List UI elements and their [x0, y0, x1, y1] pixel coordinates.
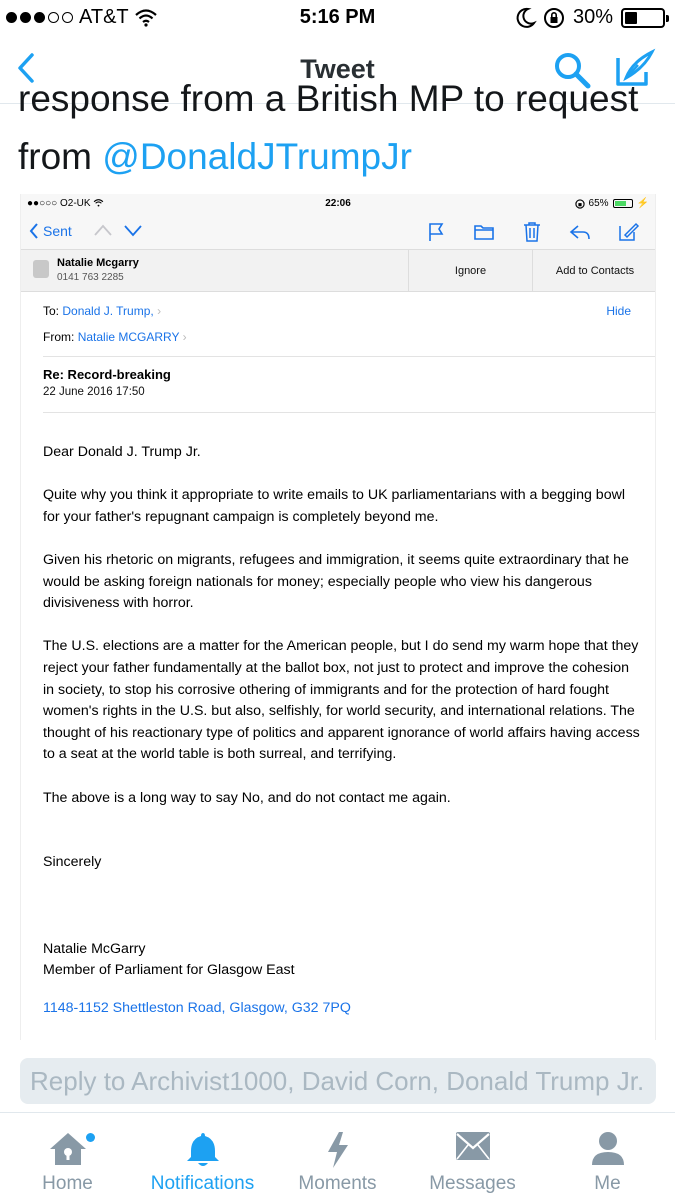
- status-bar: [0, 0, 675, 36]
- email-carrier: ●●○○○ O2-UK: [27, 198, 104, 209]
- email-status-bar: [21, 194, 655, 214]
- reply-input[interactable]: Reply to Archivist1000, David Corn, Donald Trump Jr.: [20, 1058, 656, 1104]
- from-label: From:: [43, 330, 75, 344]
- chevron-down-icon[interactable]: [123, 223, 143, 237]
- tab-bar: [0, 1112, 675, 1200]
- divider: [43, 356, 655, 357]
- reply-icon[interactable]: [569, 222, 591, 242]
- email-closing: Sincerely: [43, 854, 102, 871]
- email-paragraph: The U.S. elections are a matter for the American people, but I do send my warm hope that they reject your father fundamentally at the ballot box, not just to protect and improve the cohesion in society, to stop his corrosive othering of immigrants and for the protection of hard fought women's rights in the U.S. but also, selfishly, for world security, and international relations. The thought of his reactionary type of politics and apparent ignorance of world affairs having access to a seat at the world table is both surreal, and terrifying.: [43, 638, 640, 763]
- avatar: [33, 260, 49, 278]
- contact-name: Natalie Mcgarry: [57, 257, 139, 269]
- folder-icon[interactable]: [473, 222, 495, 242]
- email-paragraph: Quite why you think it appropriate to write emails to UK parliamentarians with a begging bowl for your father's repugnant campaign is completely beyond me.: [43, 487, 625, 525]
- chevron-up-icon[interactable]: [93, 223, 113, 237]
- signature-title: Member of Parliament for Glasgow East: [43, 962, 295, 979]
- flag-icon[interactable]: [425, 222, 447, 242]
- email-paragraph: The above is a long way to say No, and do not contact me again.: [43, 789, 451, 806]
- signature-name: Natalie McGarry: [43, 940, 146, 957]
- rotation-lock-icon: [543, 7, 565, 29]
- sent-label: Sent: [43, 223, 72, 239]
- battery-percent: 30%: [572, 6, 613, 28]
- tab-label: Messages: [429, 1173, 516, 1194]
- mention-link[interactable]: @DonaldJTrumpJr: [102, 136, 412, 177]
- chevron-left-icon: [29, 223, 39, 239]
- add-to-contacts-button[interactable]: Add to Contacts: [532, 250, 657, 292]
- tweet-line: response from a British MP to request: [18, 78, 639, 119]
- lightning-icon: [325, 1131, 351, 1169]
- from-sender[interactable]: Natalie MCGARRY: [77, 330, 180, 344]
- to-label: To:: [43, 304, 60, 318]
- tab-label: Notifications: [150, 1173, 255, 1194]
- up-down-arrows: [93, 223, 143, 237]
- sent-back-button[interactable]: [29, 223, 72, 239]
- compose-icon[interactable]: [617, 222, 639, 242]
- tweet-line-prefix: from: [18, 136, 103, 177]
- tab-me[interactable]: [540, 1113, 675, 1201]
- email-greeting: Dear Donald J. Trump Jr.: [43, 444, 201, 460]
- trash-icon[interactable]: [521, 222, 543, 242]
- bell-icon: [185, 1131, 221, 1169]
- person-icon: [590, 1131, 626, 1167]
- mail-toolbar: [21, 214, 655, 250]
- mail-actions: [425, 222, 639, 242]
- moon-icon: [517, 8, 535, 28]
- tab-messages[interactable]: [405, 1113, 540, 1201]
- email-screenshot[interactable]: [20, 194, 656, 1040]
- signature-address[interactable]: 1148-1152 Shettleston Road, Glasgow, G32 7PQ: [43, 999, 351, 1016]
- contact-banner: [21, 250, 655, 292]
- clock: 5:16 PM: [299, 6, 376, 28]
- page-title: Tweet: [300, 54, 375, 84]
- tweet-line: [18, 136, 412, 178]
- email-clock: 22:06: [325, 198, 351, 209]
- from-field: [43, 330, 187, 344]
- tab-moments[interactable]: [270, 1113, 405, 1201]
- tab-label: Moments: [298, 1173, 377, 1194]
- email-subject: Re: Record-breaking: [43, 367, 171, 382]
- tweet-text: [0, 78, 675, 194]
- email-carrier-label: O2-UK: [59, 198, 91, 209]
- tab-label: Home: [42, 1173, 93, 1194]
- envelope-icon: [455, 1131, 491, 1161]
- home-icon: [48, 1131, 88, 1167]
- to-recipient[interactable]: Donald J. Trump,: [62, 304, 154, 318]
- notification-dot: [86, 1133, 95, 1142]
- charging-icon: ⚡: [636, 198, 649, 209]
- ignore-button[interactable]: Ignore: [408, 250, 532, 292]
- tab-label: Me: [594, 1173, 621, 1194]
- battery-icon: [613, 199, 633, 208]
- email-date: 22 June 2016 17:50: [43, 386, 145, 398]
- email-status-right: [575, 198, 649, 209]
- battery-icon: [621, 8, 665, 28]
- chevron-right-icon: ›: [157, 304, 162, 318]
- email-paragraph: Given his rhetoric on migrants, refugees and immigration, it seems quite extraordinary that he would be asking foreign nationals for money; especially people who view his dangerous divisiveness with horror.: [43, 551, 629, 612]
- carrier-label: AT&T: [79, 6, 129, 28]
- contact-phone: 0141 763 2285: [57, 272, 124, 283]
- to-field: [43, 304, 161, 318]
- hide-button[interactable]: Hide: [606, 304, 631, 318]
- divider: [43, 412, 655, 413]
- email-battery-percent: 65%: [588, 198, 609, 209]
- tab-notifications[interactable]: [135, 1113, 270, 1201]
- rotation-lock-icon: [575, 199, 585, 209]
- email-body: [43, 442, 643, 1019]
- tab-home[interactable]: [0, 1113, 135, 1201]
- chevron-right-icon: ›: [182, 330, 187, 344]
- status-right: [517, 6, 665, 29]
